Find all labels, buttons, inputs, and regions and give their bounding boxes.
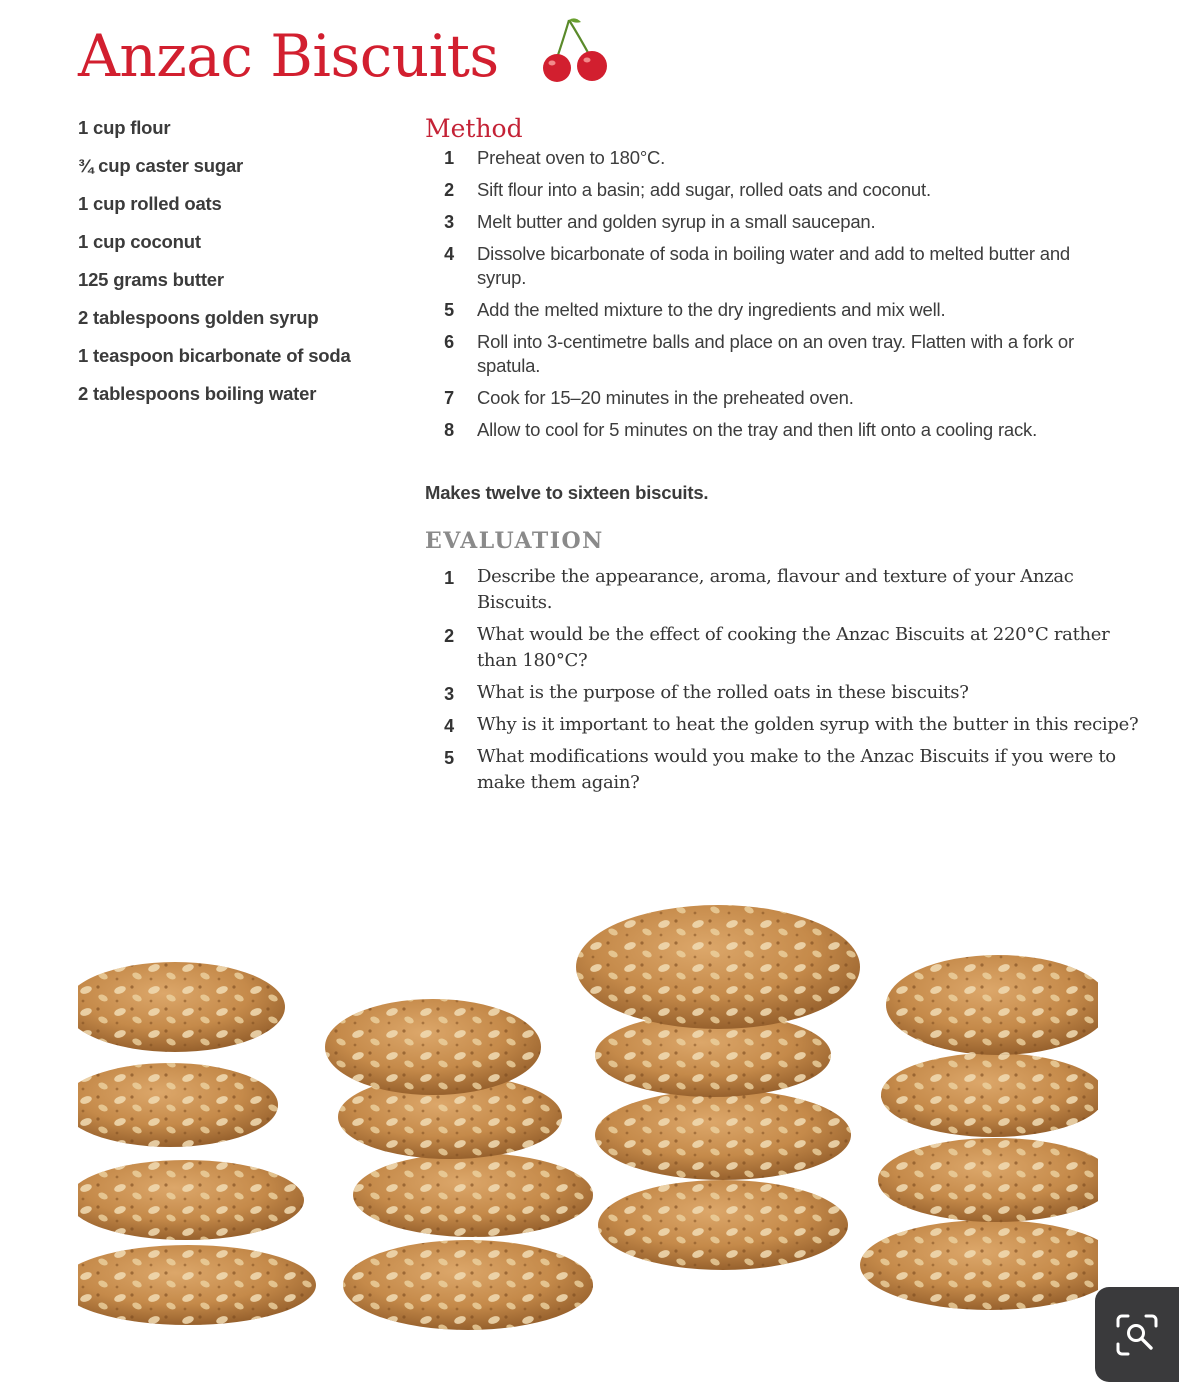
step-text: Add the melted mixture to the dry ingredients and mix well. xyxy=(477,299,946,320)
ingredient-item: 2 tablespoons golden syrup xyxy=(78,307,319,328)
step-number: 4 xyxy=(444,244,454,264)
biscuit-stack xyxy=(78,962,316,1325)
ingredient-item: 1 teaspoon bicarbonate of soda xyxy=(78,345,351,366)
step-number: 6 xyxy=(444,332,454,352)
biscuit-stack xyxy=(576,905,860,1270)
method-heading: Method xyxy=(425,114,523,143)
step-text: Allow to cool for 5 minutes on the tray and then lift onto a cooling rack. xyxy=(477,419,1038,440)
method-step xyxy=(425,210,1115,234)
step-number: 5 xyxy=(444,300,454,320)
method-step xyxy=(425,146,1115,170)
step-text: Roll into 3-centimetre balls and place on an oven tray. Flatten with a fork or spatula. xyxy=(477,331,1074,376)
question-text: What is the purpose of the rolled oats in these biscuits? xyxy=(477,682,969,703)
ingredient-item: ¾ cup caster sugar xyxy=(78,155,244,176)
method-step xyxy=(425,178,1115,202)
ingredient-item: 1 cup flour xyxy=(78,117,171,138)
step-text: Cook for 15–20 minutes in the preheated oven. xyxy=(477,387,854,408)
question-number: 3 xyxy=(444,684,454,704)
evaluation-question xyxy=(425,680,1125,706)
biscuit-stacks-photo xyxy=(78,895,1098,1345)
method-step xyxy=(425,418,1087,442)
step-number: 1 xyxy=(444,148,454,168)
step-number: 2 xyxy=(444,180,454,200)
step-number: 3 xyxy=(444,212,454,232)
visual-search-icon xyxy=(1114,1312,1160,1358)
question-number: 2 xyxy=(444,626,454,646)
question-number: 1 xyxy=(444,568,454,588)
ingredient-item: 1 cup coconut xyxy=(78,231,201,252)
question-text: What modifications would you make to the Anzac Biscuits if you were to make them again? xyxy=(477,746,1116,793)
ingredient-item: 2 tablespoons boiling water xyxy=(78,383,317,404)
evaluation-question xyxy=(425,712,1157,738)
question-text: Describe the appearance, aroma, flavour and texture of your Anzac Biscuits. xyxy=(477,566,1074,613)
evaluation-question xyxy=(425,564,1127,616)
ingredient-item: 125 grams butter xyxy=(78,269,224,290)
question-text: Why is it important to heat the golden syrup with the butter in this recipe? xyxy=(477,714,1139,735)
step-number: 8 xyxy=(444,420,454,440)
method-step xyxy=(425,298,1115,322)
biscuit-stack xyxy=(860,955,1098,1310)
method-step xyxy=(425,330,1107,378)
evaluation-question xyxy=(425,744,1127,796)
step-text: Sift flour into a basin; add sugar, rolled oats and coconut. xyxy=(477,179,931,200)
step-text: Dissolve bicarbonate of soda in boiling water and add to melted butter and syrup. xyxy=(477,243,1070,288)
question-text: What would be the effect of cooking the Anzac Biscuits at 220°C rather than 180°C? xyxy=(477,624,1110,671)
biscuit-stack xyxy=(325,999,593,1330)
evaluation-questions xyxy=(425,564,1139,802)
question-number: 4 xyxy=(444,716,454,736)
step-text: Melt butter and golden syrup in a small saucepan. xyxy=(477,211,876,232)
method-steps xyxy=(425,146,1115,450)
ingredient-item: 1 cup rolled oats xyxy=(78,193,222,214)
method-step xyxy=(425,386,1115,410)
cherries-icon xyxy=(535,14,615,86)
question-number: 5 xyxy=(444,748,454,768)
evaluation-heading: EVALUATION xyxy=(425,528,604,554)
ingredients-list xyxy=(78,117,408,421)
step-number: 7 xyxy=(444,388,454,408)
evaluation-question xyxy=(425,622,1125,674)
yield-note: Makes twelve to sixteen biscuits. xyxy=(425,482,709,503)
recipe-title: Anzac Biscuits xyxy=(78,22,499,90)
step-text: Preheat oven to 180°C. xyxy=(477,147,666,168)
method-step xyxy=(425,242,1097,290)
visual-search-button[interactable] xyxy=(1095,1287,1179,1382)
